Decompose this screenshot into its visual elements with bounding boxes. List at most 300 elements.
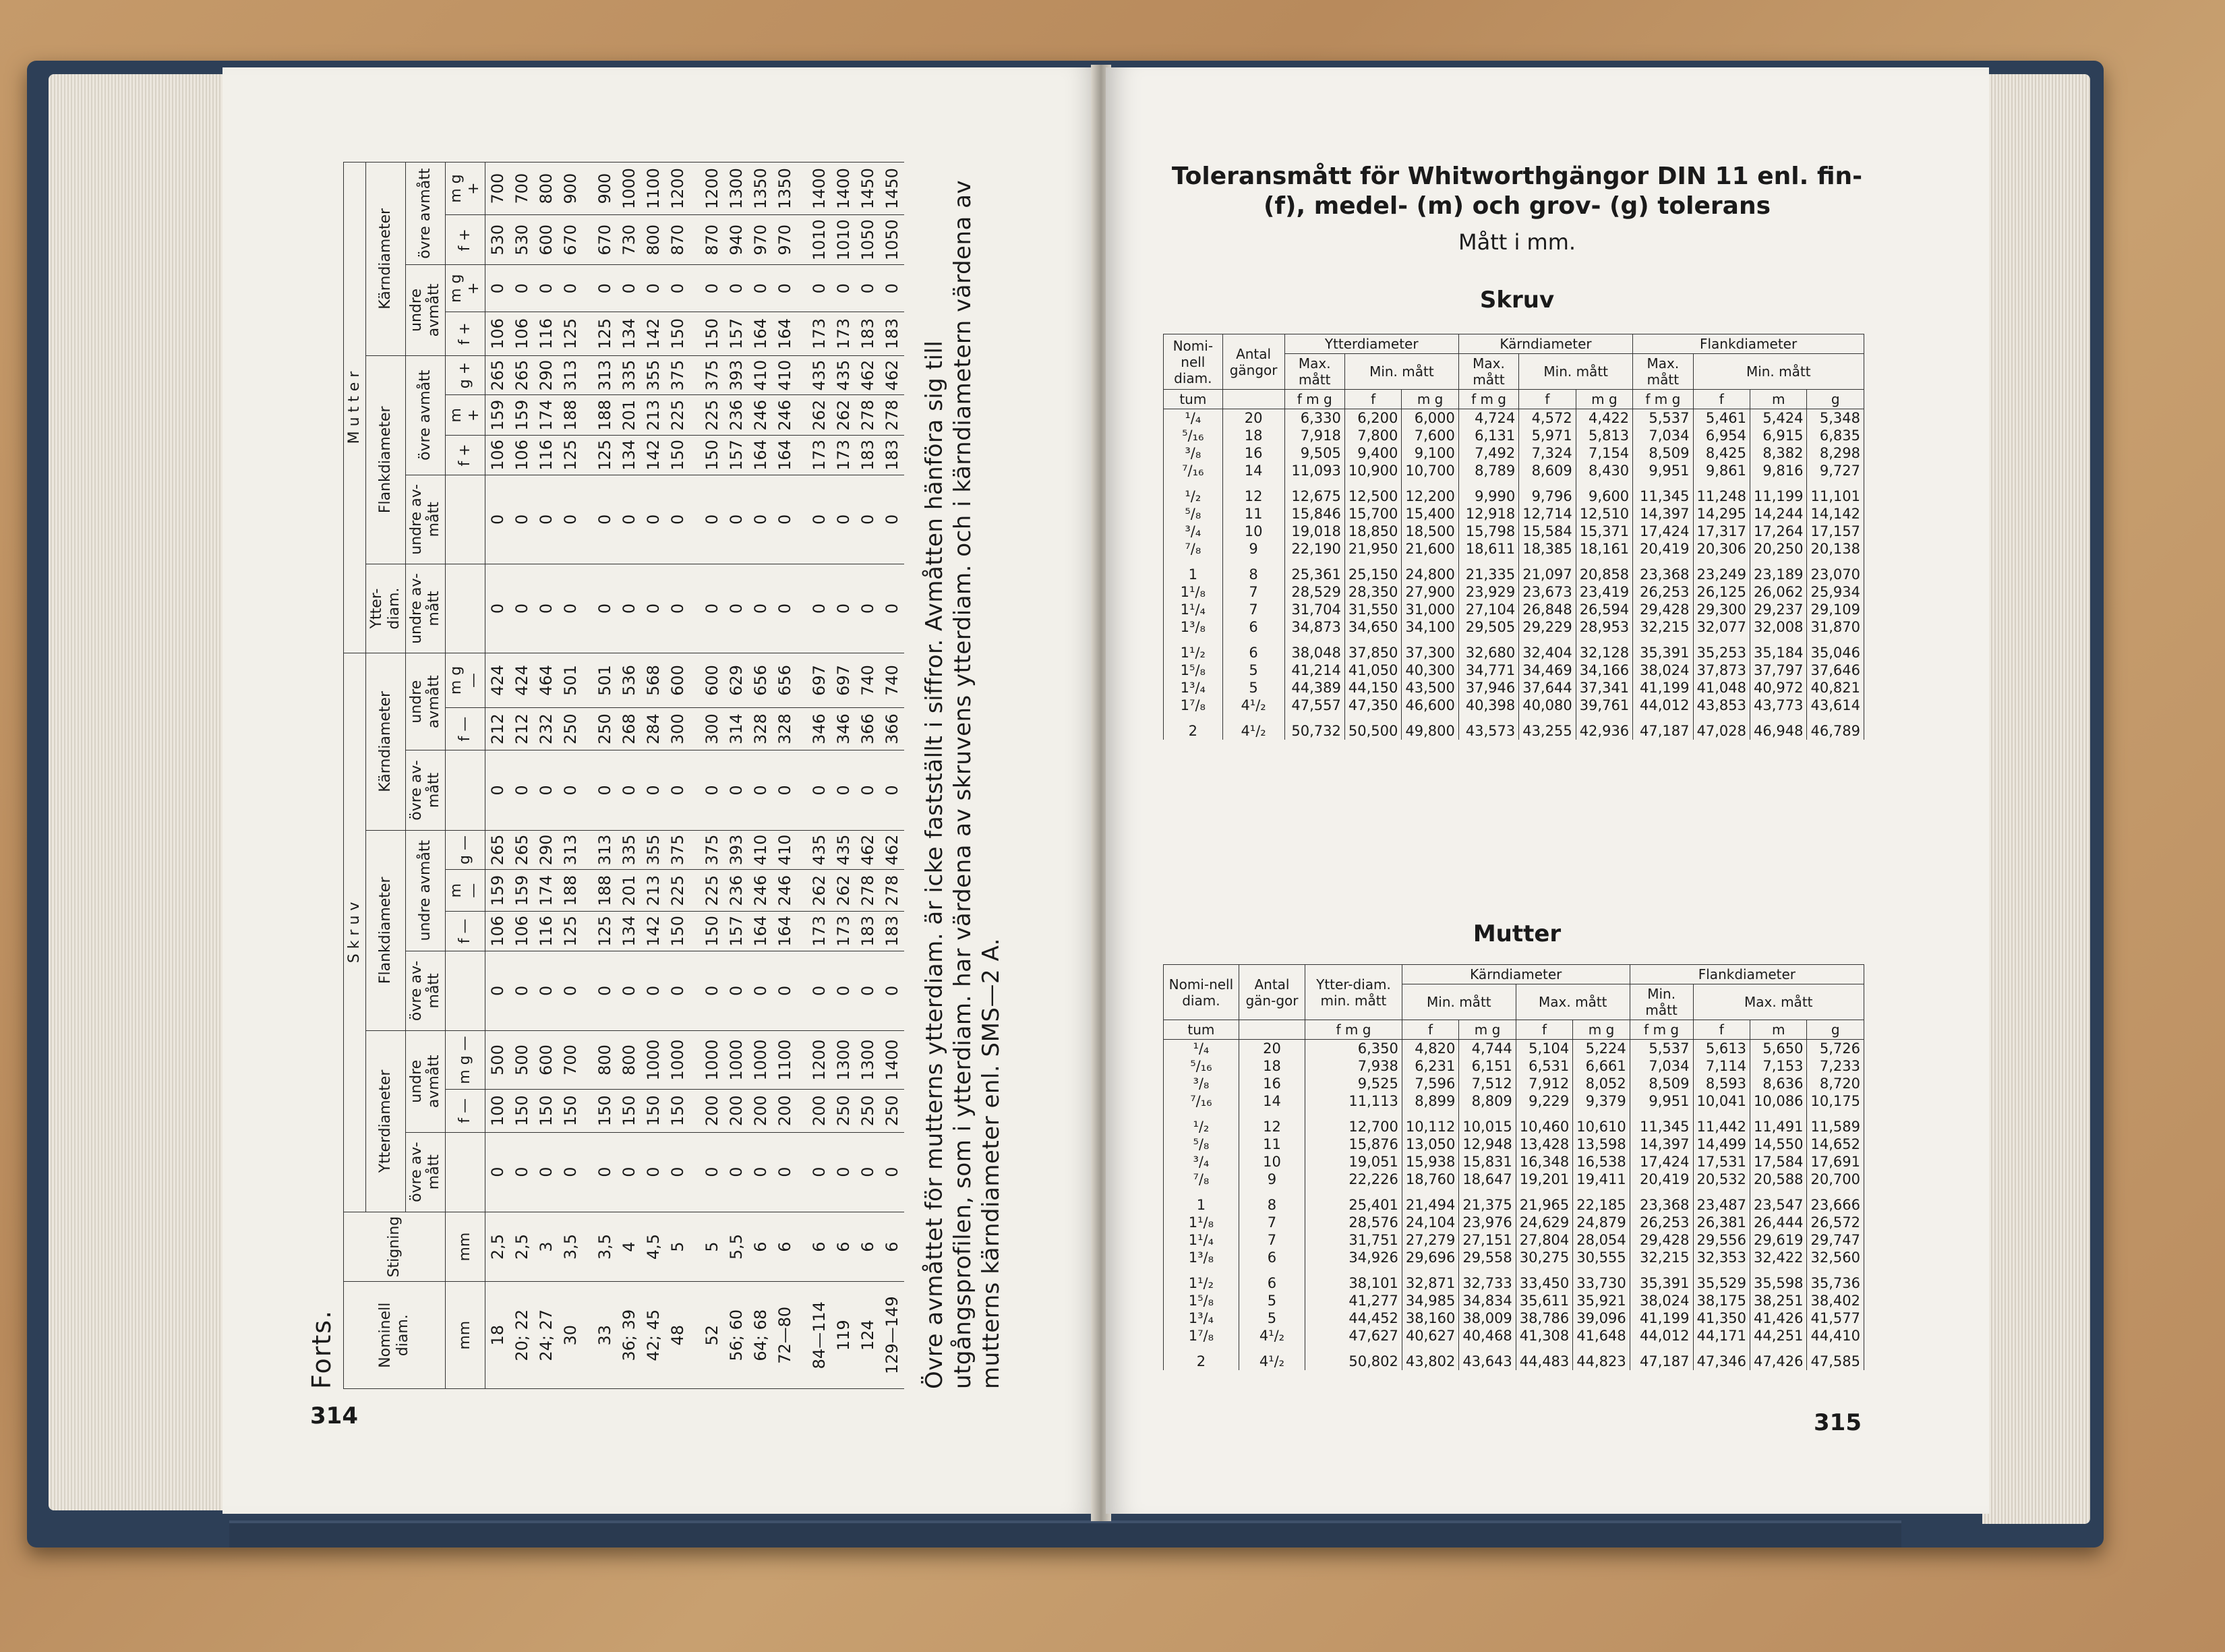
table-cell: 0 xyxy=(558,951,583,1030)
table-cell: 4,572 xyxy=(1519,409,1576,427)
left-tolerance-table xyxy=(343,162,904,1389)
table-cell: 0 xyxy=(558,265,583,312)
sub-f: f — xyxy=(446,911,485,951)
table-cell: 800 xyxy=(617,1031,641,1090)
table-cell: 1³/₈ xyxy=(1164,1249,1239,1266)
table-cell: 44,452 xyxy=(1305,1309,1402,1327)
table-cell: 250 xyxy=(880,1090,904,1133)
table-cell: 740 xyxy=(880,653,904,708)
table-cell: 0 xyxy=(690,951,724,1030)
table-cell: 28,953 xyxy=(1576,618,1632,636)
table-cell: 225 xyxy=(690,395,724,435)
hdr-max: Max. mått xyxy=(1284,354,1344,390)
table-cell: 11,345 xyxy=(1633,479,1693,505)
table-cell: 15,831 xyxy=(1459,1153,1516,1171)
table-cell: 25,401 xyxy=(1305,1188,1402,1214)
table-cell: 0 xyxy=(558,475,583,564)
table-cell: 1200 xyxy=(690,163,724,215)
table-cell: 6,661 xyxy=(1573,1057,1630,1075)
table-cell: 212 xyxy=(510,707,534,750)
table-cell: 37,341 xyxy=(1576,679,1632,697)
table-cell: 7,233 xyxy=(1807,1057,1864,1075)
col-nominell: Nomi-nell diam. xyxy=(1164,965,1239,1020)
table-cell: 10,175 xyxy=(1807,1092,1864,1110)
table-cell: 435 xyxy=(797,830,831,870)
table-row xyxy=(1164,661,1864,679)
table-row xyxy=(1164,505,1864,523)
hdr-min: Min. mått xyxy=(1519,354,1633,390)
table-cell: 50,500 xyxy=(1344,714,1401,740)
sub-mg: m g xyxy=(1402,390,1458,409)
hdr-max: Max. mått xyxy=(1693,984,1864,1020)
table-cell: 37,850 xyxy=(1344,636,1401,661)
table-row xyxy=(1164,679,1864,697)
table-cell: 29,237 xyxy=(1750,601,1807,618)
table-cell: 335 xyxy=(617,355,641,395)
table-cell: 393 xyxy=(724,355,748,395)
table-cell: 50,732 xyxy=(1284,714,1344,740)
table-cell: 72—80 xyxy=(773,1282,797,1389)
table-cell: 8,430 xyxy=(1576,462,1632,479)
table-cell: 424 xyxy=(485,653,510,708)
table-cell: 29,428 xyxy=(1633,601,1693,618)
table-cell: 173 xyxy=(797,911,831,951)
sub-f: f + xyxy=(446,312,485,356)
hdr-ovre: övre av-mått xyxy=(406,750,446,830)
table-cell: 134 xyxy=(617,435,641,475)
table-row xyxy=(1164,558,1864,583)
table-row xyxy=(1164,1292,1864,1309)
table-cell: 9,951 xyxy=(1630,1092,1693,1110)
table-cell: 15,700 xyxy=(1344,505,1401,523)
table-cell: 150 xyxy=(583,1090,617,1133)
table-cell: 44,823 xyxy=(1573,1345,1630,1370)
mutter-table xyxy=(1163,964,1864,1370)
table-cell: 13,050 xyxy=(1402,1135,1458,1153)
table-cell: 20,306 xyxy=(1693,540,1750,558)
table-cell: 20; 22 xyxy=(510,1282,534,1389)
table-cell: 870 xyxy=(665,215,690,265)
page-title: Toleransmått för Whitworthgängor DIN 11 enl. fin-(f), medel- (m) och grov- (g) tolerans xyxy=(1171,163,1863,220)
table-cell: 8,899 xyxy=(1402,1092,1458,1110)
table-cell: ⁷/₈ xyxy=(1164,540,1223,558)
table-cell: 375 xyxy=(690,355,724,395)
table-cell: 14 xyxy=(1222,462,1284,479)
table-cell: 0 xyxy=(665,564,690,653)
table-cell: 157 xyxy=(724,435,748,475)
table-cell: 1010 xyxy=(797,215,831,265)
table-cell: 18 xyxy=(485,1282,510,1389)
table-cell: 28,054 xyxy=(1573,1231,1630,1249)
table-cell: 1000 xyxy=(724,1031,748,1090)
table-cell: 246 xyxy=(773,395,797,435)
table-cell: 0 xyxy=(485,475,510,564)
table-cell: 29,556 xyxy=(1693,1231,1750,1249)
table-cell: 12 xyxy=(1222,479,1284,505)
table-cell: 1400 xyxy=(831,163,856,215)
table-cell: 0 xyxy=(617,475,641,564)
table-row xyxy=(1164,540,1864,558)
right-page xyxy=(1106,67,1989,1514)
table-cell: 4,820 xyxy=(1402,1040,1458,1058)
table-cell: 38,048 xyxy=(1284,636,1344,661)
table-cell: 37,300 xyxy=(1402,636,1458,661)
table-cell: 6 xyxy=(880,1212,904,1282)
table-cell: 800 xyxy=(641,215,665,265)
table-cell: 0 xyxy=(773,750,797,830)
table-cell: 34,926 xyxy=(1305,1249,1402,1266)
table-cell: 7,114 xyxy=(1693,1057,1750,1075)
table-cell: 6 xyxy=(1222,636,1284,661)
table-cell: 0 xyxy=(880,1132,904,1212)
empty-cell xyxy=(446,475,485,564)
col-ytterdiam: Ytter-diam. min. mått xyxy=(1305,965,1402,1020)
table-cell: 150 xyxy=(617,1090,641,1133)
table-cell: 17,691 xyxy=(1807,1153,1864,1171)
table-cell: 355 xyxy=(641,355,665,395)
table-cell: 38,160 xyxy=(1402,1309,1458,1327)
sub-m: m + xyxy=(446,395,485,435)
table-cell: 600 xyxy=(665,653,690,708)
table-cell: 150 xyxy=(665,435,690,475)
table-cell: 1 xyxy=(1164,558,1223,583)
sub-g: g xyxy=(1807,1020,1864,1040)
table-cell: 24,629 xyxy=(1516,1214,1572,1231)
table-cell: 1⁵/₈ xyxy=(1164,661,1223,679)
table-cell: 31,550 xyxy=(1344,601,1401,618)
table-cell: 26,253 xyxy=(1630,1214,1693,1231)
table-cell: ⁵/₁₆ xyxy=(1164,1057,1239,1075)
table-cell: 26,125 xyxy=(1693,583,1750,601)
table-cell: 0 xyxy=(856,750,880,830)
table-cell: 38,251 xyxy=(1750,1292,1807,1309)
table-cell: 29,558 xyxy=(1459,1249,1516,1266)
table-cell: 32,404 xyxy=(1519,636,1576,661)
table-cell: 15,584 xyxy=(1519,523,1576,540)
hdr-max: Max. mått xyxy=(1458,354,1518,390)
table-cell: 14,397 xyxy=(1630,1135,1693,1153)
table-cell: 44,012 xyxy=(1630,1327,1693,1345)
table-cell: 30,555 xyxy=(1573,1249,1630,1266)
table-cell: 0 xyxy=(617,564,641,653)
table-cell: 375 xyxy=(665,355,690,395)
table-cell: 6 xyxy=(797,1212,831,1282)
table-cell: 31,000 xyxy=(1402,601,1458,618)
table-cell: 1010 xyxy=(831,215,856,265)
table-cell: 0 xyxy=(534,265,558,312)
table-cell: 43,255 xyxy=(1519,714,1576,740)
table-cell: 0 xyxy=(617,265,641,312)
skruv-table xyxy=(1163,334,1864,740)
table-cell: 0 xyxy=(534,951,558,1030)
table-cell: 33,450 xyxy=(1516,1266,1572,1292)
table-cell: 26,848 xyxy=(1519,601,1576,618)
unit-mm: mm xyxy=(446,1212,485,1282)
table-cell: 600 xyxy=(690,653,724,708)
table-cell: 314 xyxy=(724,707,748,750)
table-cell: 150 xyxy=(510,1090,534,1133)
table-row xyxy=(880,163,904,1389)
table-cell: 0 xyxy=(831,951,856,1030)
table-cell: 5 xyxy=(690,1212,724,1282)
table-cell: 20 xyxy=(1239,1040,1305,1058)
table-cell: 2,5 xyxy=(510,1212,534,1282)
table-row xyxy=(583,163,617,1389)
empty-cell xyxy=(1222,390,1284,409)
table-cell: 25,150 xyxy=(1344,558,1401,583)
table-cell: 9,505 xyxy=(1284,444,1344,462)
table-cell: 43,773 xyxy=(1750,697,1807,714)
table-cell: 14,142 xyxy=(1807,505,1864,523)
page-subtitle: Mått i mm. xyxy=(1458,229,1576,255)
table-cell: 464 xyxy=(534,653,558,708)
table-cell: 41,277 xyxy=(1305,1292,1402,1309)
table-cell: 41,050 xyxy=(1344,661,1401,679)
table-cell: 116 xyxy=(534,312,558,356)
table-cell: 24,104 xyxy=(1402,1214,1458,1231)
table-cell: 2,5 xyxy=(485,1212,510,1282)
table-cell: 84—114 xyxy=(797,1282,831,1389)
table-cell: 150 xyxy=(690,435,724,475)
table-cell: 17,424 xyxy=(1630,1153,1693,1171)
table-cell: 32,128 xyxy=(1576,636,1632,661)
table-cell: 34,650 xyxy=(1344,618,1401,636)
table-cell: 1⁵/₈ xyxy=(1164,1292,1239,1309)
table-cell: 200 xyxy=(797,1090,831,1133)
unit-tum: tum xyxy=(1164,1020,1239,1040)
empty-cell xyxy=(446,564,485,653)
table-cell: 29,229 xyxy=(1519,618,1576,636)
table-cell: 7,034 xyxy=(1633,427,1693,444)
table-cell: 43,573 xyxy=(1458,714,1518,740)
table-cell: 5,971 xyxy=(1519,427,1576,444)
table-cell: 32,871 xyxy=(1402,1266,1458,1292)
table-cell: 23,929 xyxy=(1458,583,1518,601)
table-cell: 20,532 xyxy=(1693,1171,1750,1188)
table-cell: 0 xyxy=(880,564,904,653)
table-cell: 21,335 xyxy=(1458,558,1518,583)
table-cell: 41,426 xyxy=(1750,1309,1807,1327)
table-cell: 150 xyxy=(641,1090,665,1133)
table-cell: 0 xyxy=(797,750,831,830)
table-cell: 31,870 xyxy=(1807,618,1864,636)
left-table-body xyxy=(485,163,905,1389)
table-cell: 46,789 xyxy=(1807,714,1864,740)
table-cell: 697 xyxy=(831,653,856,708)
footnote: Övre avmåttet för mutterns ytterdiam. är icke fastställt i siffror. Avmåtten hänföra sig till utgångsprofilen, som i ytterdiam. har värdena av skruvens ytterdiam. och i kärndiametern värdena av mutterns kärndiameter enl. SMS—2 A. xyxy=(921,179,1005,1389)
table-cell: 0 xyxy=(534,564,558,653)
table-row xyxy=(1164,1249,1864,1266)
table-cell: 34,985 xyxy=(1402,1292,1458,1309)
table-cell: 150 xyxy=(690,911,724,951)
table-cell: 970 xyxy=(773,215,797,265)
table-cell: 13,598 xyxy=(1573,1135,1630,1153)
table-cell: ¹/₂ xyxy=(1164,479,1223,505)
table-cell: 501 xyxy=(583,653,617,708)
table-cell: 0 xyxy=(748,475,773,564)
table-cell: 46,948 xyxy=(1750,714,1807,740)
table-cell: ¹/₄ xyxy=(1164,409,1223,427)
table-cell: 164 xyxy=(773,435,797,475)
sub-g: g xyxy=(1807,390,1864,409)
hdr-min: Min. mått xyxy=(1344,354,1458,390)
table-cell: 41,577 xyxy=(1807,1309,1864,1327)
grp-flankdiameter: Flankdiameter xyxy=(1633,334,1864,354)
table-cell: 15,846 xyxy=(1284,505,1344,523)
table-cell: 15,400 xyxy=(1402,505,1458,523)
table-cell: 11,199 xyxy=(1750,479,1807,505)
table-cell: 150 xyxy=(534,1090,558,1133)
table-cell: 200 xyxy=(724,1090,748,1133)
table-cell: 183 xyxy=(856,435,880,475)
hdr-ovre: övre avmått xyxy=(406,355,446,475)
table-cell: 164 xyxy=(748,911,773,951)
table-cell: 21,375 xyxy=(1459,1188,1516,1214)
table-cell: 19,051 xyxy=(1305,1153,1402,1171)
table-cell: 11,093 xyxy=(1284,462,1344,479)
table-row xyxy=(1164,1040,1864,1058)
table-cell: 174 xyxy=(534,395,558,435)
table-cell: 7,600 xyxy=(1402,427,1458,444)
table-cell: 0 xyxy=(665,750,690,830)
table-cell: 23,070 xyxy=(1807,558,1864,583)
table-cell: 262 xyxy=(797,395,831,435)
table-cell: ³/₄ xyxy=(1164,1153,1239,1171)
table-row xyxy=(1164,1057,1864,1075)
table-row xyxy=(510,163,534,1389)
table-cell: 6,231 xyxy=(1402,1057,1458,1075)
sub-f: f xyxy=(1519,390,1576,409)
table-cell: 1000 xyxy=(748,1031,773,1090)
empty-cell xyxy=(446,1132,485,1212)
table-row xyxy=(1164,636,1864,661)
table-cell: 19,411 xyxy=(1573,1171,1630,1188)
table-cell: ⁷/₈ xyxy=(1164,1171,1239,1188)
table-cell: 4¹/₂ xyxy=(1222,714,1284,740)
table-cell: 1050 xyxy=(880,215,904,265)
table-cell: 1¹/₄ xyxy=(1164,1231,1239,1249)
table-cell: 18,611 xyxy=(1458,540,1518,558)
table-cell: 35,184 xyxy=(1750,636,1807,661)
table-cell: 1⁷/₈ xyxy=(1164,1327,1239,1345)
table-row xyxy=(1164,1153,1864,1171)
table-cell: 9 xyxy=(1222,540,1284,558)
table-cell: 12,510 xyxy=(1576,505,1632,523)
table-cell: 159 xyxy=(510,395,534,435)
table-cell: 0 xyxy=(665,951,690,1030)
table-cell: 42,936 xyxy=(1576,714,1632,740)
hdr-min: Min. mått xyxy=(1693,354,1864,390)
table-cell: 9,727 xyxy=(1807,462,1864,479)
table-cell: 462 xyxy=(880,355,904,395)
table-cell: 6 xyxy=(1239,1249,1305,1266)
table-cell: 24,800 xyxy=(1402,558,1458,583)
table-cell: 656 xyxy=(773,653,797,708)
table-cell: 1300 xyxy=(724,163,748,215)
table-cell: 9 xyxy=(1239,1171,1305,1188)
table-cell: 0 xyxy=(485,951,510,1030)
table-cell: 2 xyxy=(1164,714,1223,740)
table-cell: 164 xyxy=(773,911,797,951)
table-cell: 7,512 xyxy=(1459,1075,1516,1092)
table-cell: 5 xyxy=(1239,1292,1305,1309)
rotated-content xyxy=(307,162,1035,1389)
table-cell: 12,675 xyxy=(1284,479,1344,505)
table-row xyxy=(641,163,665,1389)
table-cell: 33 xyxy=(583,1282,617,1389)
table-cell: 8,509 xyxy=(1630,1075,1693,1092)
table-cell: 940 xyxy=(724,215,748,265)
table-cell: 9,229 xyxy=(1516,1092,1572,1110)
table-cell: 34,873 xyxy=(1284,618,1344,636)
table-cell: 250 xyxy=(831,1090,856,1133)
table-cell: 26,594 xyxy=(1576,601,1632,618)
hdr-min: Min. mått xyxy=(1630,984,1693,1020)
table-cell: 0 xyxy=(856,265,880,312)
sub-mg: m g + xyxy=(446,265,485,312)
table-cell: 8,609 xyxy=(1519,462,1576,479)
table-cell: 600 xyxy=(534,1031,558,1090)
table-cell: 0 xyxy=(831,750,856,830)
table-cell: 0 xyxy=(583,564,617,653)
table-cell: 26,062 xyxy=(1750,583,1807,601)
table-cell: 246 xyxy=(773,870,797,912)
table-cell: 0 xyxy=(510,564,534,653)
table-cell: 410 xyxy=(748,355,773,395)
table-cell: 32,422 xyxy=(1750,1249,1807,1266)
table-cell: 44,483 xyxy=(1516,1345,1572,1370)
table-cell: 0 xyxy=(856,564,880,653)
table-cell: 0 xyxy=(485,1132,510,1212)
table-cell: 8,382 xyxy=(1750,444,1807,462)
mutter-karndiameter: Kärndiameter xyxy=(366,163,406,356)
table-cell: 1¹/₂ xyxy=(1164,636,1223,661)
table-cell: 12,200 xyxy=(1402,479,1458,505)
unit-tum: tum xyxy=(1164,390,1223,409)
table-row xyxy=(690,163,724,1389)
col-nominell: Nomi-nell diam. xyxy=(1164,334,1223,390)
mutter-table-body xyxy=(1164,1040,1864,1371)
table-cell: 435 xyxy=(831,830,856,870)
hdr-undre: undre avmått xyxy=(406,265,446,355)
table-cell: 0 xyxy=(831,564,856,653)
table-cell: 670 xyxy=(583,215,617,265)
sub-f: f + xyxy=(446,435,485,475)
table-cell: 19,201 xyxy=(1516,1171,1572,1188)
table-cell: 164 xyxy=(748,435,773,475)
table-cell: 142 xyxy=(641,312,665,356)
table-cell: 6,915 xyxy=(1750,427,1807,444)
col-stigning: Stigning xyxy=(344,1212,446,1282)
table-cell: 8,052 xyxy=(1573,1075,1630,1092)
table-cell: 6 xyxy=(1239,1266,1305,1292)
table-cell: 188 xyxy=(558,870,583,912)
table-cell: 31,704 xyxy=(1284,601,1344,618)
table-cell: 225 xyxy=(665,395,690,435)
table-cell: 17,531 xyxy=(1693,1153,1750,1171)
table-cell: 5,424 xyxy=(1750,409,1807,427)
table-cell: 20,250 xyxy=(1750,540,1807,558)
sub-f: f xyxy=(1693,1020,1750,1040)
table-cell: 12,948 xyxy=(1459,1135,1516,1153)
table-cell: 410 xyxy=(773,830,797,870)
table-cell: 9,796 xyxy=(1519,479,1576,505)
table-cell: 501 xyxy=(558,653,583,708)
table-cell: 5,537 xyxy=(1633,409,1693,427)
table-cell: 18,385 xyxy=(1519,540,1576,558)
table-cell: 32,560 xyxy=(1807,1249,1864,1266)
table-cell: 1000 xyxy=(690,1031,724,1090)
